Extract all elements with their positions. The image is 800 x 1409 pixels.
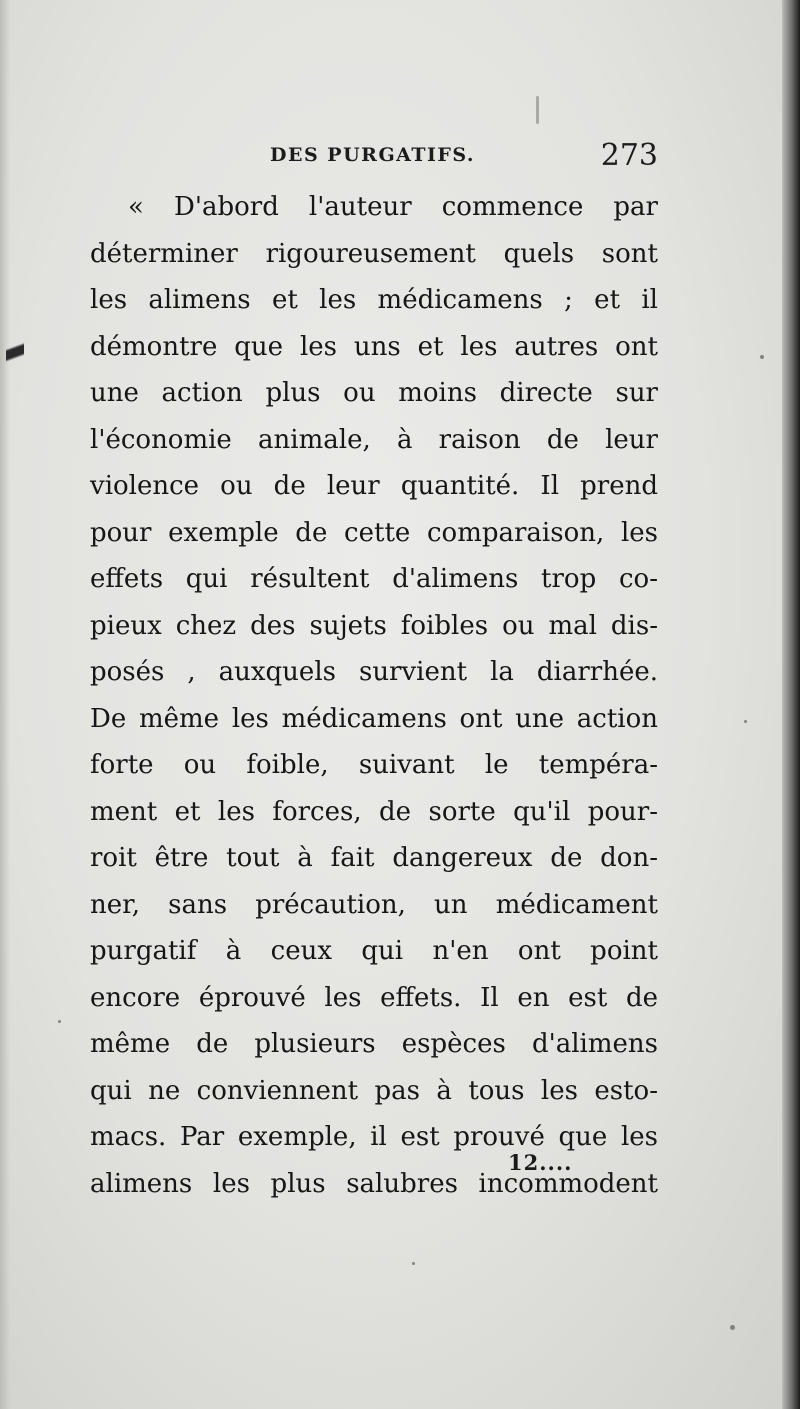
page-header: [90, 138, 658, 178]
page-left-shadow: [0, 0, 10, 1409]
text-line: une action plus ou moins directe sur: [90, 378, 658, 408]
text-line: forte ou foible, suivant le tempéra-: [90, 750, 658, 780]
text-line: De même les médicamens ont une action: [90, 703, 658, 734]
page-number: 273: [600, 138, 658, 173]
text-line: les alimens et les médicamens ; et il: [90, 285, 658, 315]
text-line: ment et les forces, de sorte qu'il pour-: [90, 796, 658, 827]
text-line: purgatif à ceux qui n'en ont point: [90, 936, 658, 966]
text-line: posés , auxquels survient la diarrhée.: [90, 657, 658, 687]
text-line: encore éprouvé les effets. Il en est de: [90, 982, 658, 1013]
text-line: roit être tout à fait dangereux de don-: [90, 843, 658, 873]
text-line: « D'abord l'auteur commence par: [128, 192, 658, 222]
text-line: pieux chez des sujets foibles ou mal dis-: [90, 610, 658, 641]
text-line: pour exemple de cette comparaison, les: [90, 517, 658, 548]
text-line: déterminer rigoureusement quels sont: [90, 238, 658, 269]
paper-speck: [760, 355, 764, 359]
text-line: ner, sans précaution, un médicament: [90, 889, 658, 920]
text-line: macs. Par exemple, il est prouvé que les: [90, 1122, 658, 1152]
text-line: violence ou de leur quantité. Il prend: [90, 471, 658, 501]
text-line: alimens les plus salubres incommodent: [90, 1168, 658, 1199]
paper-speck: [412, 1262, 415, 1265]
catchword: 12....: [508, 1150, 573, 1175]
text-line: même de plusieurs espèces d'alimens: [90, 1029, 658, 1059]
body-text: [90, 184, 658, 1207]
margin-mark: [6, 328, 24, 374]
text-line: effets qui résultent d'alimens trop co-: [90, 564, 658, 594]
text-line: démontre que les uns et les autres ont: [90, 331, 658, 362]
paper-speck: [744, 720, 747, 723]
text-line: l'économie animale, à raison de leur: [90, 424, 658, 455]
paper-speck: [58, 1020, 61, 1023]
text-line: qui ne conviennent pas à tous les esto-: [90, 1075, 658, 1106]
paper-speck: [730, 1325, 735, 1330]
page-right-edge: [782, 0, 800, 1409]
running-head: DES PURGATIFS.: [270, 144, 476, 166]
paper-speck: [536, 96, 539, 124]
